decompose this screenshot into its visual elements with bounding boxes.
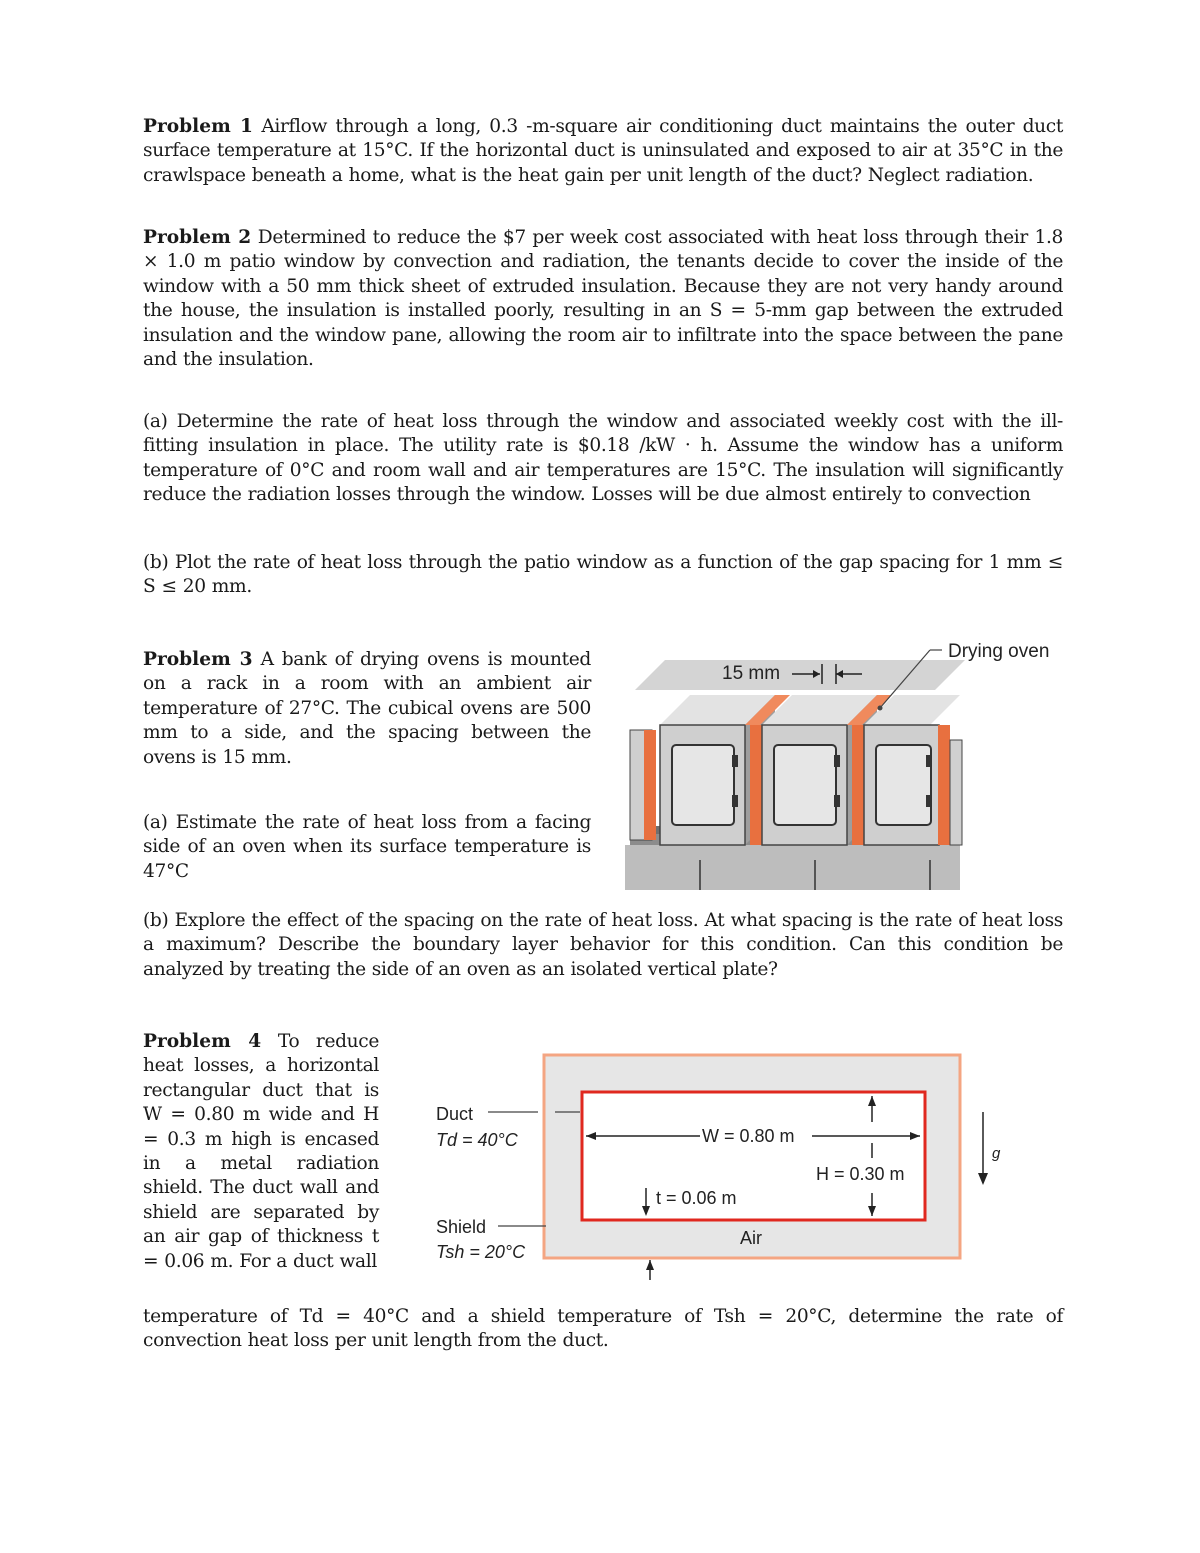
rack-front [625,845,960,890]
problem-2-text: Determined to reduce the $7 per week cost associated with heat loss through their 1.8 × 1.0 m patio window by convection and radiation, the tenants decide to cover the inside of the window with a 50 mm thick sheet of extruded insulation. Because they are not very handy around the house, the insulation is installed poorly, resulting in an S = 5-mm gap between the extruded insulation and the window pane, allowing the room air to infiltrate into the space between the pane and the insulation. [143,227,1063,371]
problem-3-heading: Problem 3 [143,649,253,670]
spacing-label: 15 mm [722,663,781,684]
problem-4 [143,1030,379,1274]
air-label: Air [740,1228,762,1248]
shield-label: Shield [436,1217,487,1237]
duct-temp-label: Td = 40°C [436,1130,518,1150]
problem-3 [143,648,591,770]
height-label: H = 0.30 m [816,1164,905,1184]
problem-2-part-a: (a) Determine the rate of heat loss through the window and associated weekly cost with the ill-fitting insulation in place. The utility rate is $0.18 /kW · h. Assume the window has a uniform temperature of 0°C and room wall and air temperatures are 15°C. The insulation will significantly reduce the radiation losses through the window. Losses will be due almost entirely to convection [143,411,1063,506]
problem-1-text: Airflow through a long, 0.3 -m-square air conditioning duct maintains the outer duct surface temperature at 15°C. If the horizontal duct is uninsulated and exposed to air at 35°C in the crawlspace beneath a home, what is the heat gain per unit length of the duct? Neglect radiation. [143,116,1063,186]
drying-oven-figure [620,630,1060,890]
duct-label: Duct [436,1104,474,1124]
duct-wall [582,1092,925,1220]
gap-2 [852,725,864,845]
duct-shield-figure [420,1050,1020,1290]
shield-temp-label: Tsh = 20°C [436,1242,526,1262]
width-label: W = 0.80 m [702,1126,795,1146]
problem-2-part-b: (b) Plot the rate of heat loss through the patio window as a function of the gap spacing for 1 mm ≤ S ≤ 20 mm. [143,552,1063,598]
gap-0 [644,730,656,840]
problem-1 [143,115,1063,188]
gap-label: t = 0.06 m [656,1188,737,1208]
problem-2-heading: Problem 2 [143,227,252,248]
problem-1-heading: Problem 1 [143,116,253,137]
problem-3-text: A bank of drying ovens is mounted on a rack in a room with an ambient air temperature of 27°C. The cubical ovens are 500 mm to a side, and the spacing between the ovens is 15 mm. [143,649,591,768]
problem-4-text: To reduce heat losses, a horizontal rectangular duct that is W = 0.80 m wide and H = 0.3 m high is encased in a metal radiation shield. The duct wall and shield are separated by an air gap of thickness t = 0.06 m. For a duct wall [143,1031,379,1272]
drying-oven-label: Drying oven [948,641,1050,662]
oven-4-partial [950,740,962,845]
oven-top-surface [635,660,965,690]
gap-3 [938,725,950,845]
problem-4-continuation: temperature of Td = 40°C and a shield temperature of Tsh = 20°C, determine the rate of convection heat loss per unit length from the duct. [143,1306,1063,1352]
problem-3-part-b: (b) Explore the effect of the spacing on the rate of heat loss. At what spacing is the rate of heat loss a maximum? Describe the boundary layer behavior for this condition. Can this condition be analyzed by treating the side of an oven as an isolated vertical plate? [143,910,1063,980]
gravity-label: g [992,1145,1001,1162]
problem-3-part-a: (a) Estimate the rate of heat loss from a facing side of an oven when its surface temperature is 47°C [143,812,591,882]
gap-1 [750,725,762,845]
problem-4-heading: Problem 4 [143,1031,262,1052]
problem-2 [143,226,1063,372]
